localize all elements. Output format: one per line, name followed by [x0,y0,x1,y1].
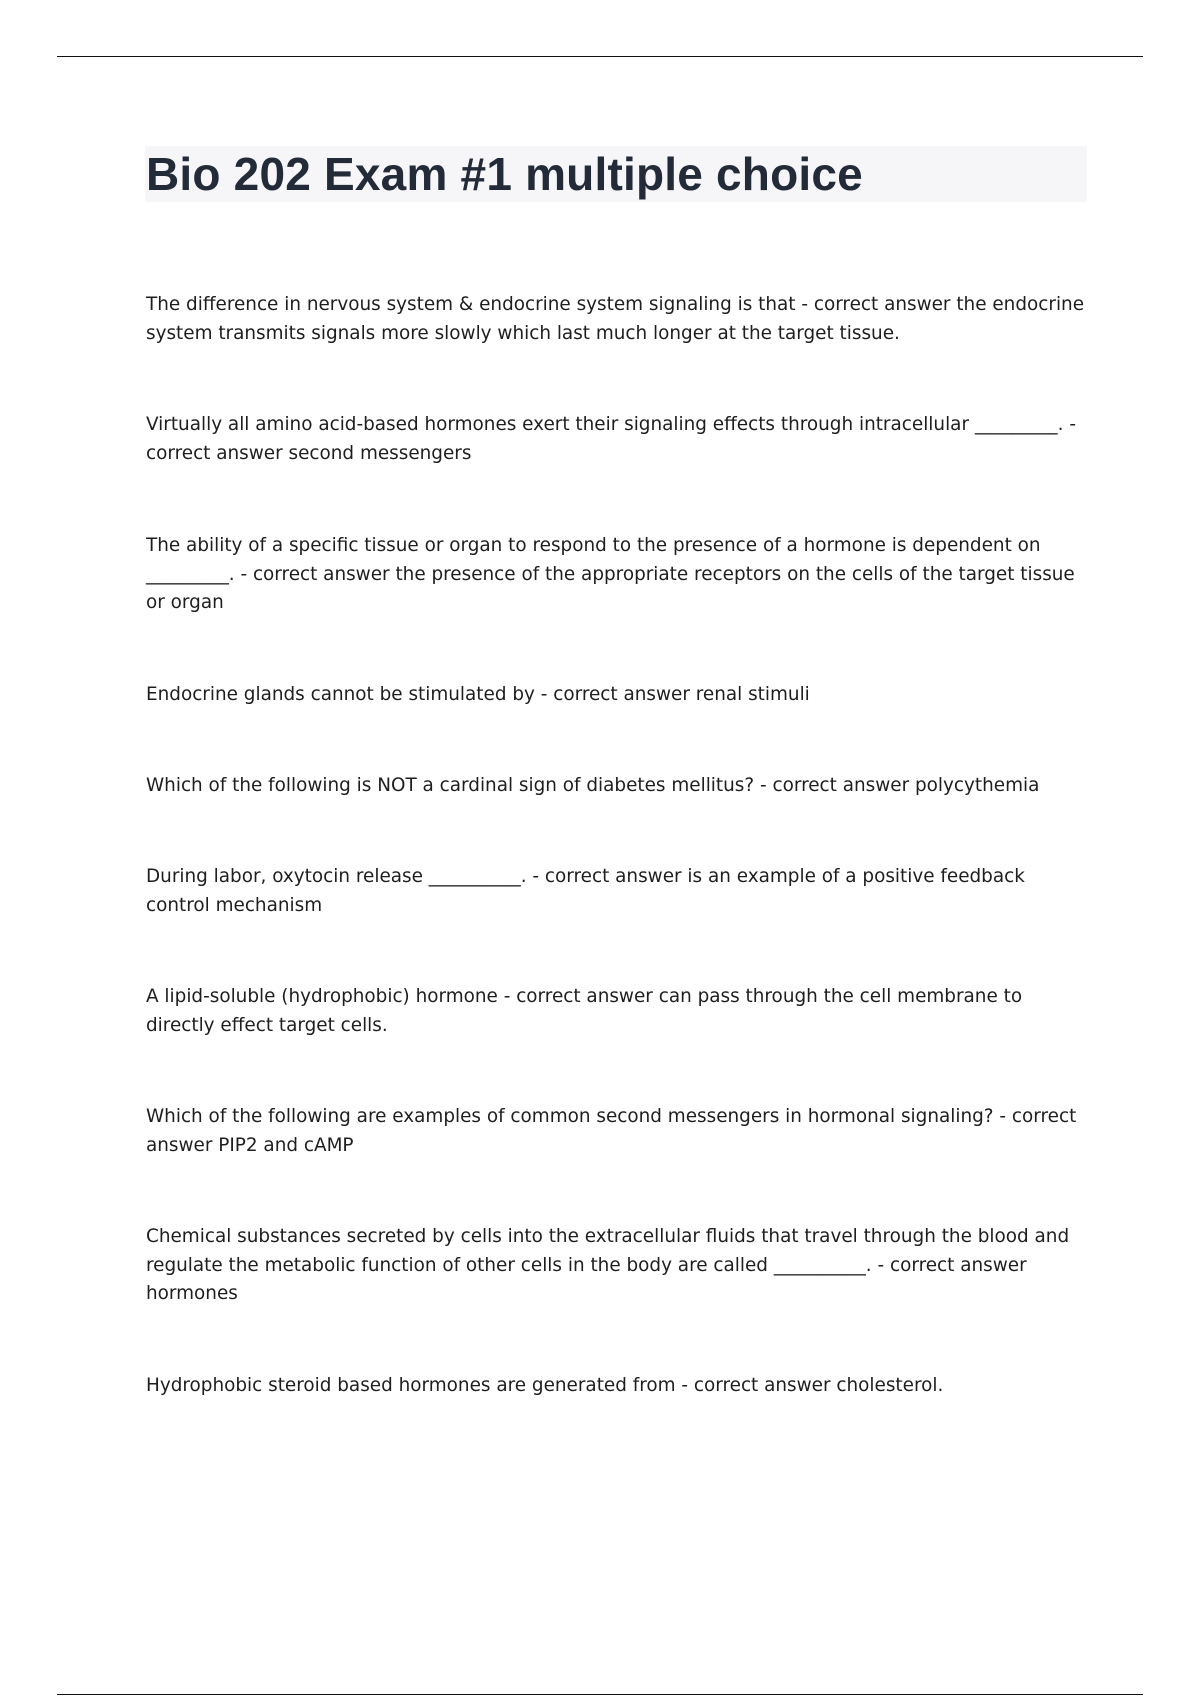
answer-text: is an example of a positive feedback control mechanism [146,866,1025,916]
answer-text: the endocrine system transmits signals more slowly which last much longer at the target tissue. [146,294,1085,344]
separator: - [754,775,773,796]
question-text: Virtually all amino acid-based hormones exert their signaling effects through intracellular _________. [146,414,1064,435]
qa-item-9 [146,1223,1088,1309]
separator: - [497,986,517,1007]
answer-prefix: correct answer [772,775,915,796]
answer-text: cholesterol. [836,1375,944,1396]
qa-item-5 [146,772,1088,801]
bottom-rule [57,1694,1143,1695]
answer-prefix: correct answer [544,866,688,887]
answer-prefix: correct answer [146,1106,1077,1156]
answer-prefix: correct answer [889,1254,1027,1276]
separator: - [1063,414,1076,435]
question-text: The difference in nervous system & endocrine system signaling is that [146,294,796,315]
separator: - [993,1106,1012,1127]
qa-item-3 [146,532,1088,618]
answer-prefix: correct answer [146,442,289,464]
question-text: Which of the following is NOT a cardinal sign of diabetes mellitus? [146,775,755,796]
question-text: Chemical substances secreted by cells into the extracellular fluids that travel through the blood and regulate the metabolic function of other cells in the body are called __________. [146,1226,1070,1276]
question-text: During labor, oxytocin release __________. [146,866,527,887]
separator: - [526,866,545,887]
answer-text: can pass through the cell membrane to directly effect target cells. [146,986,1023,1036]
answer-text: polycythemia [914,775,1040,796]
top-rule [57,56,1143,57]
separator: - [534,684,554,705]
answer-prefix: correct answer [693,1375,837,1396]
separator: - [871,1254,890,1276]
separator: - [234,563,253,585]
question-text: A lipid-soluble (hydrophobic) hormone [146,986,498,1007]
separator: - [795,294,814,315]
answer-text: the presence of the appropriate receptors on the cells of the target tissue or organ [146,563,1075,613]
qa-item-8 [146,1103,1088,1160]
qa-item-7 [146,983,1088,1040]
question-text: The ability of a specific tissue or organ to respond to the presence of a hormone is dependent on _________. [146,535,1041,585]
qa-item-4 [146,681,1088,710]
separator: - [675,1375,694,1396]
answer-text: hormones [146,1283,238,1304]
question-text: Which of the following are examples of common second messengers in hormonal signaling? [146,1106,994,1127]
qa-item-1 [146,291,1088,348]
answer-prefix: correct answer [553,684,696,705]
answer-text: second messengers [288,442,472,464]
qa-item-6 [146,863,1088,920]
question-text: Hydrophobic steroid based hormones are generated from [146,1375,676,1396]
answer-prefix: correct answer [813,294,957,315]
qa-item-2 [146,411,1088,468]
answer-text: PIP2 and cAMP [218,1134,354,1156]
question-text: Endocrine glands cannot be stimulated by [146,684,535,705]
page-title: Bio 202 Exam #1 multiple choice [146,148,863,200]
answer-text: renal stimuli [695,684,810,705]
answer-prefix: correct answer [252,563,396,585]
answer-prefix: correct answer [516,986,659,1007]
qa-item-10 [146,1372,1088,1401]
